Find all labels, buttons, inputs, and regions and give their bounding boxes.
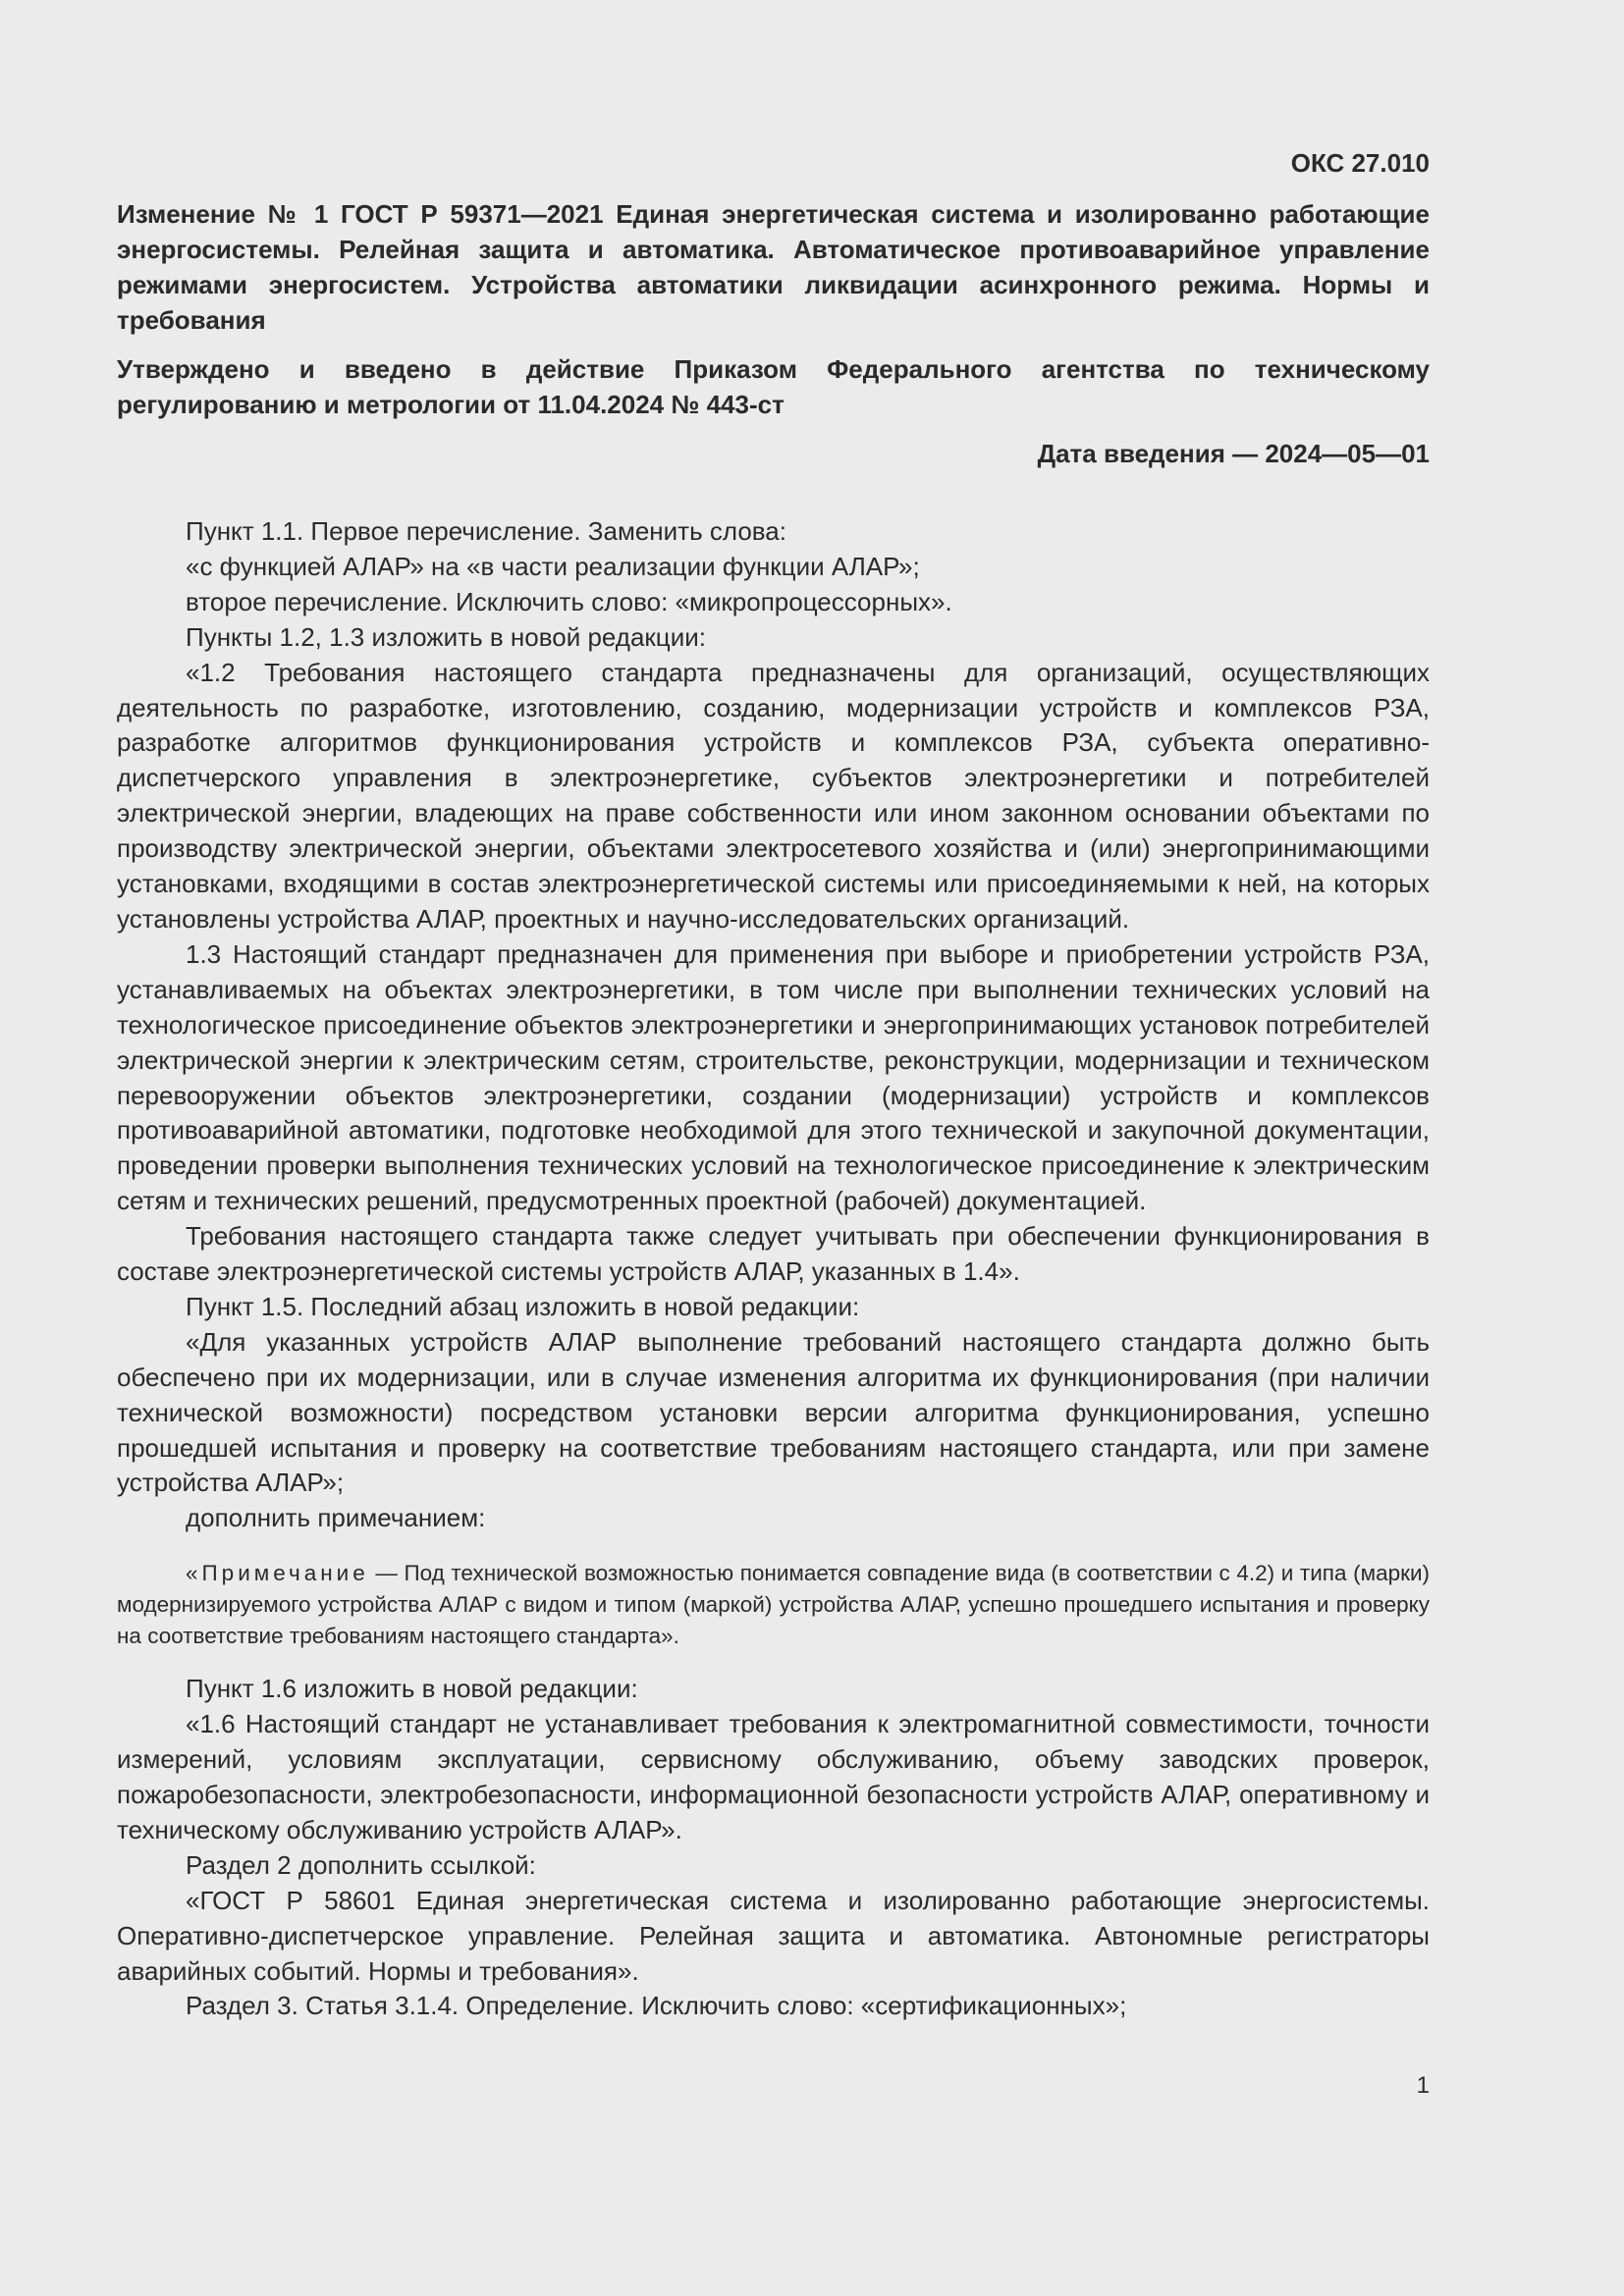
note-label: «Примечание <box>186 1561 369 1586</box>
paragraph: «ГОСТ Р 58601 Единая энергетическая система и изолированно работающие энергосистемы. Оперативно-диспетчерское управление. Релейная защита и автоматика. Автономные регистраторы аварийных событий. Нормы и требования». <box>117 1885 1430 1986</box>
paragraph: «с функцией АЛАР» на «в части реализации функции АЛАР»; <box>186 551 920 581</box>
effective-date: Дата введения — 2024—05—01 <box>1037 439 1430 468</box>
paragraph: Раздел 2 дополнить ссылкой: <box>186 1849 536 1880</box>
paragraph: Пункт 1.5. Последний абзац изложить в новой редакции: <box>186 1291 860 1321</box>
document-body <box>117 514 1430 2024</box>
paragraph: Пункты 1.2, 1.3 изложить в новой редакции: <box>186 621 706 652</box>
paragraph: Пункт 1.6 изложить в новой редакции: <box>186 1674 638 1704</box>
paragraph: «1.6 Настоящий стандарт не устанавливает требования к электромагнитной совместимости, точности измерений, условиям эксплуатации, сервисному обслуживанию, объему заводских проверок, пожаробезопасности, электробезопасности, информационной безопасности устройств АЛАР, оперативному и техническому обслуживанию устройств АЛАР». <box>117 1709 1430 1844</box>
note-text: — Под технической возможностью понимается совпадение вида (в соответствии с 4.2) и типа (марки) модернизируемого устройства АЛАР с видом и типом (маркой) устройства АЛАР, успешно прошедшего испытания и проверку на соответствие требованиям настоящего стандарта». <box>117 1561 1430 1649</box>
approval-statement: Утверждено и введено в действие Приказом Федерального агентства по техническому регулированию и метрологии от 11.04.2024 № 443-ст <box>117 354 1430 419</box>
paragraph: дополнить примечанием: <box>186 1503 486 1533</box>
paragraph: Требования настоящего стандарта также следует учитывать при обеспечении функционирования в составе электроэнергетической системы устройств АЛАР, указанных в 1.4». <box>117 1221 1430 1287</box>
paragraph: «1.2 Требования настоящего стандарта предназначены для организаций, осуществляющих деятельность по разработке, изготовлению, созданию, модернизации устройств и комплексов РЗА, разработке алгоритмов функционирования устройств и комплексов РЗА, субъекта оперативно-диспетчерского управления в электроэнергетике, субъектов электроэнергетики и потребителей электрической энергии, владеющих на праве собственности или ином законном основании объектами по производству электрической энергии, объектами электросетевого хозяйства и (или) энергопринимающими установками, входящими в состав электроэнергетической системы или присоединяемыми к ней, на которых установлены устройства АЛАР, проектных и научно-исследовательских организаций. <box>117 657 1430 934</box>
document-page <box>117 145 1430 2024</box>
amendment-title: Изменение № 1 ГОСТ Р 59371—2021 Единая энергетическая система и изолированно работающие энергосистемы. Релейная защита и автоматика. Автоматическое противоаварийное управление режимами энергосистем. Устройства автоматики ликвидации асинхронного режима. Нормы и требования <box>117 199 1430 335</box>
paragraph: Раздел 3. Статья 3.1.4. Определение. Исключить слово: «сертификационных»; <box>186 1991 1127 2021</box>
paragraph: второе перечисление. Исключить слово: «микропроцессорных». <box>186 586 952 616</box>
paragraph: Пункт 1.1. Первое перечисление. Заменить слова: <box>186 516 786 546</box>
paragraph: 1.3 Настоящий стандарт предназначен для применения при выборе и приобретении устройств РЗА, устанавливаемых на объектах электроэнергетики, в том числе при выполнении технических условий на технологическое присоединение объектов электроэнергетики и энергопринимающих установок потребителей электрической энергии к электрическим сетям, строительстве, реконструкции, модернизации и техническом перевооружении объектов электроэнергетики, создании (модернизации) устройств и комплексов противоаварийной автоматики, подготовке необходимой для этого технической и закупочной документации, проведении проверки выполнения технических условий на технологическое присоединение к электрическим сетям и технических решений, предусмотренных проектной (рабочей) документацией. <box>117 938 1430 1216</box>
paragraph: «Для указанных устройств АЛАР выполнение требований настоящего стандарта должно быть обеспечено при их модернизации, или в случае изменения алгоритма их функционирования (при наличии технической возможности) посредством установки версии алгоритма функционирования, успешно прошедшей испытания и проверку на соответствие требованиям настоящего стандарта, или при замене устройства АЛАР»; <box>117 1326 1430 1498</box>
note-block <box>117 1558 1430 1652</box>
page-number: 1 <box>1416 2072 1430 2099</box>
oks-code: ОКС 27.010 <box>1290 148 1430 178</box>
